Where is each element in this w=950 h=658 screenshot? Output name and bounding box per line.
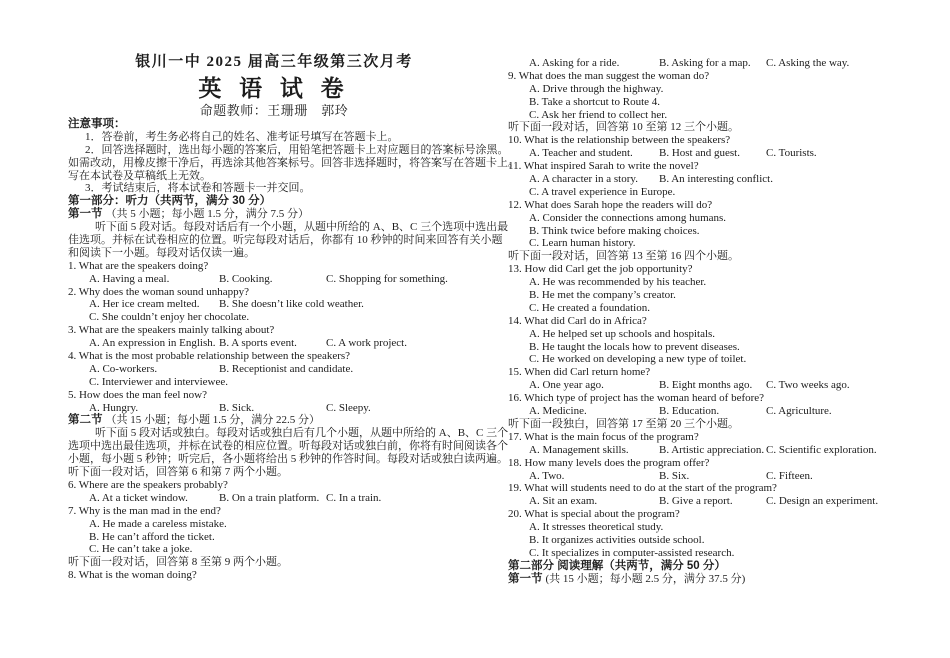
text-line (68, 440, 508, 453)
option-item: B. An interesting conflict. (659, 173, 773, 186)
line-text: 15. When did Carl return home? (508, 366, 651, 379)
option-item: A. Medicine. (529, 405, 587, 418)
options-row (508, 444, 926, 457)
option-item: C. He can’t take a joke. (89, 543, 193, 556)
option-item: C. Two weeks ago. (766, 379, 850, 392)
section-heading-lead: 第一节 (508, 572, 543, 585)
line-text: 1. What are the speakers doing? (68, 259, 209, 272)
option-item: A. Co-workers. (89, 362, 158, 375)
text-line (68, 170, 483, 183)
option-item: C. He worked on developing a new type of toilet. (529, 353, 747, 366)
options-row (508, 521, 926, 534)
line-text: 20. What is special about the program? (508, 508, 680, 521)
line-text: 6. Where are the speakers probably? (68, 478, 228, 491)
question-line (68, 389, 483, 402)
text-line (68, 247, 483, 260)
left-column (68, 118, 519, 582)
line-text: 第一部分：听力（共两节，满分 30 分） (68, 195, 272, 208)
line-text: 注意事项： (68, 118, 126, 130)
options-row (508, 96, 926, 109)
line-text: 如需改动，用橡皮擦干净后，再选涂其他答案标号。回答非选择题时，将答案写在答题卡上。 (68, 156, 519, 169)
option-item: B. Give a report. (659, 495, 733, 508)
line-text: 听下面一段对话，回答第 6 和第 7 两个小题。 (68, 466, 288, 479)
line-text: 听下面一段对话，回答第 13 至第 16 四个小题。 (508, 250, 739, 263)
line-text: 8. What is the woman doing? (68, 569, 197, 582)
options-row (508, 212, 926, 225)
text-line (68, 556, 483, 569)
exam-header (68, 54, 480, 118)
option-item: A. Her ice cream melted. (89, 298, 200, 311)
options-row (508, 328, 926, 341)
option-item: C. She couldn’t enjoy her chocolate. (89, 311, 250, 324)
options-row (508, 109, 926, 122)
option-item: C. It specializes in computer-assisted research. (529, 546, 735, 559)
line-text: 听下面一段独白，回答第 17 至第 20 三个小题。 (508, 417, 739, 430)
line-text: 17. What is the main focus of the program? (508, 430, 699, 443)
option-item: B. Take a shortcut to Route 4. (529, 95, 661, 108)
question-line (508, 160, 926, 173)
options-row (508, 495, 926, 508)
text-line (508, 250, 926, 263)
option-item: A. It stresses theoretical study. (529, 521, 664, 534)
option-item: A. Having a meal. (89, 272, 170, 285)
options-row (508, 147, 926, 160)
option-item: A. Sit an exam. (529, 495, 598, 508)
section-heading (68, 118, 483, 131)
options-row (68, 337, 483, 350)
line-text: 听下面 5 段对话或独白。每段对话或独白后有几个小题，从题中所给的 A、B、C 三个 (95, 427, 509, 440)
option-item: A. Drive through the highway. (529, 82, 664, 95)
option-item: C. He created a foundation. (529, 301, 650, 314)
line-text: 3．考试结束后，将本试卷和答题卡一并交回。 (85, 182, 311, 195)
option-item: B. It organizes activities outside school. (529, 533, 705, 546)
question-line (508, 392, 926, 405)
line-text: 16. Which type of project has the woman heard of before? (508, 392, 765, 405)
line-text: 听下面一段对话，回答第 8 至第 9 两个小题。 (68, 556, 288, 569)
option-item: A. He helped set up schools and hospitals. (529, 327, 716, 340)
teachers-line: 命题教师：王珊珊 郭玲 (199, 103, 349, 118)
options-row (68, 531, 483, 544)
school-title: 银川一中 2025 届高三年级第三次月考 (135, 54, 413, 70)
option-item: A. He was recommended by his teacher. (529, 276, 707, 289)
option-item: C. Sleepy. (326, 401, 371, 414)
option-item: A. He made a careless mistake. (89, 517, 227, 530)
option-item: C. Asking the way. (766, 57, 850, 69)
line-text: 1．答卷前，考生务必将自己的姓名、准考证号填写在答题卡上。 (85, 130, 399, 143)
line-text: 2. Why does the woman sound unhappy? (68, 285, 249, 298)
option-item: A. A character in a story. (529, 173, 638, 186)
option-item: B. He taught the locals how to prevent diseases. (529, 340, 740, 353)
question-line (508, 134, 926, 147)
option-item: B. He met the company’s creator. (529, 289, 676, 302)
option-item: C. Scientific exploration. (766, 443, 877, 456)
line-text: 19. What will students need to do at the start of the program? (508, 482, 777, 495)
options-row (508, 237, 926, 250)
section-heading (68, 208, 483, 221)
line-text: 10. What is the relationship between the speakers? (508, 134, 731, 147)
option-item: B. Six. (659, 469, 690, 482)
options-row (508, 534, 926, 547)
option-item: C. Shopping for something. (326, 272, 448, 285)
option-item: C. Ask her friend to collect her. (529, 108, 668, 121)
option-item: C. Learn human history. (529, 237, 636, 250)
question-line (68, 569, 483, 582)
line-text: 选项中选出最佳选项，并标在试卷的相应位置。听每段对话或独白前，你将有时间阅读各个 (68, 440, 508, 453)
question-line (508, 457, 926, 470)
option-item: A. At a ticket window. (89, 491, 188, 504)
line-text: 12. What does Sarah hope the readers will do? (508, 198, 713, 211)
option-item: C. A travel experience in Europe. (529, 185, 676, 198)
option-item: B. Host and guest. (659, 147, 740, 160)
option-item: B. Receptionist and candidate. (219, 362, 354, 375)
options-row (508, 186, 926, 199)
question-line (68, 505, 483, 518)
line-text: 7. Why is the man mad in the end? (68, 504, 221, 517)
line-text: 小题，每小题 5 秒钟；听完后，各小题将给出 5 秒钟的作答时间。每段对话或独白读两遍。 (68, 453, 508, 466)
line-text: 和阅读下一小题。每段对话仅读一遍。 (68, 246, 255, 259)
text-line (508, 418, 926, 431)
question-line (508, 263, 926, 276)
question-line (68, 260, 483, 273)
option-item: B. Artistic appreciation. (659, 443, 765, 456)
question-line (68, 324, 483, 337)
question-line (68, 479, 483, 492)
text-line (68, 453, 508, 466)
options-row (508, 353, 926, 366)
option-item: B. Think twice before making choices. (529, 224, 700, 237)
section-heading (68, 195, 483, 208)
option-item: A. One year ago. (529, 379, 604, 392)
text-line (508, 121, 926, 134)
options-row (68, 492, 483, 505)
section-heading (508, 573, 926, 586)
option-item: C. A work project. (326, 337, 407, 350)
question-line (508, 431, 926, 444)
question-line (508, 70, 926, 83)
question-line (68, 182, 483, 195)
option-item: B. Asking for a map. (659, 57, 751, 69)
options-row (508, 547, 926, 560)
question-line (68, 350, 483, 363)
option-item: B. She doesn’t like cold weather. (219, 298, 364, 311)
options-row (508, 225, 926, 238)
section-heading-rest: （共 15 小题；每小题 1.5 分，满分 22.5 分） (105, 414, 320, 427)
options-row (508, 57, 926, 70)
question-line (68, 286, 483, 299)
options-row (508, 83, 926, 96)
subject-title: 英 语 试 卷 (198, 76, 350, 101)
option-item: A. Teacher and student. (529, 147, 633, 160)
line-text: 写在本试卷及草稿纸上无效。 (68, 169, 211, 182)
option-item: C. Fifteen. (766, 469, 813, 482)
text-line (68, 466, 483, 479)
options-row (68, 518, 483, 531)
option-item: A. Hungry. (89, 401, 139, 414)
option-item: B. A sports event. (219, 337, 297, 350)
text-line (68, 221, 509, 234)
line-text: 2．回答选择题时，选出每小题的答案后，用铅笔把答题卡上对应题目的答案标号涂黑。 (85, 143, 509, 156)
option-item: C. Interviewer and interviewee. (89, 375, 228, 388)
option-item: B. Eight months ago. (659, 379, 753, 392)
line-text: 11. What inspired Sarah to write the novel? (508, 160, 699, 173)
line-text: 18. How many levels does the program offer? (508, 456, 710, 469)
line-text: 第二部分 阅读理解（共两节，满分 50 分） (508, 559, 726, 572)
options-row (508, 405, 926, 418)
options-row (508, 302, 926, 315)
line-text: 佳选项。并标在试卷相应的位置。听完每段对话后，你都有 10 秒钟的时间来回答有关小题 (68, 234, 503, 247)
option-item: C. In a train. (326, 491, 382, 504)
section-heading-lead: 第二节 (68, 414, 103, 427)
option-item: B. He can’t afford the ticket. (89, 530, 215, 543)
line-text: 9. What does the man suggest the woman do? (508, 69, 710, 82)
option-item: C. Design an experiment. (766, 495, 879, 508)
option-item: B. Education. (659, 405, 720, 418)
text-line (68, 156, 519, 170)
line-text: 3. What are the speakers mainly talking about? (68, 324, 275, 337)
options-row (68, 402, 483, 415)
option-item: B. On a train platform. (219, 491, 320, 504)
options-row (68, 376, 483, 389)
line-text: 5. How does the man feel now? (68, 388, 207, 401)
option-item: A. Asking for a ride. (529, 57, 620, 69)
option-item: A. An expression in English. (89, 337, 216, 350)
line-text: 13. How did Carl get the job opportunity? (508, 263, 693, 276)
option-item: C. Tourists. (766, 147, 817, 160)
options-row (68, 311, 483, 324)
question-line (68, 143, 509, 157)
options-row (508, 341, 926, 354)
options-row (68, 363, 483, 376)
section-heading-rest: (共 15 小题；每小题 2.5 分，满分 37.5 分) (545, 572, 746, 585)
option-item: A. Consider the connections among humans. (529, 211, 727, 224)
options-row (508, 379, 926, 392)
option-item: A. Two. (529, 469, 565, 482)
options-row (508, 470, 926, 483)
section-heading (508, 560, 926, 573)
question-line (508, 508, 926, 521)
section-heading (68, 414, 483, 427)
line-text: 听下面 5 段对话。每段对话后有一个小题，从题中所给的 A、B、C 三个选项中选出最 (95, 221, 509, 234)
options-row (508, 289, 926, 302)
question-line (508, 199, 926, 212)
option-item: B. Cooking. (219, 272, 273, 285)
option-item: A. Management skills. (529, 443, 629, 456)
question-line (508, 366, 926, 379)
right-column (508, 57, 926, 586)
options-row (508, 173, 926, 186)
option-item: B. Sick. (219, 401, 255, 414)
section-heading-rest: （共 5 小题；每小题 1.5 分，满分 7.5 分） (105, 208, 309, 221)
question-line (508, 315, 926, 328)
text-line (68, 427, 509, 440)
options-row (68, 273, 483, 286)
section-heading-lead: 第一节 (68, 208, 103, 221)
line-text: 14. What did Carl do in Africa? (508, 314, 647, 327)
question-line (508, 482, 926, 495)
option-item: C. Agriculture. (766, 405, 832, 418)
options-row (508, 276, 926, 289)
question-line (68, 131, 483, 144)
line-text: 听下面一段对话，回答第 10 至第 12 三个小题。 (508, 121, 739, 134)
options-row (68, 298, 483, 311)
options-row (68, 543, 483, 556)
line-text: 4. What is the most probable relationship between the speakers? (68, 350, 351, 363)
text-line (68, 234, 503, 247)
